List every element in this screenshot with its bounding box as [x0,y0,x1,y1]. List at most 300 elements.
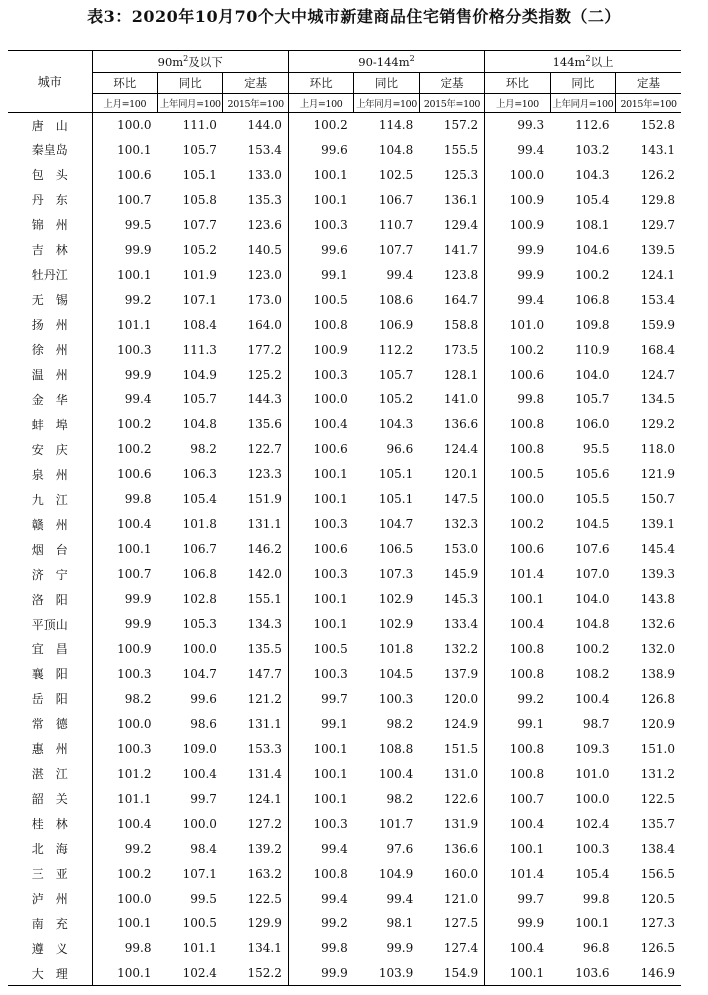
index-value: 100.3 [313,567,348,582]
index-value: 101.2 [117,766,152,781]
index-value: 144.3 [223,387,288,412]
index-value: 155.1 [223,587,288,612]
index-value: 100.1 [117,267,152,282]
index-value: 99.1 [517,716,545,731]
index-value: 147.5 [419,487,484,512]
index-value: 101.1 [117,317,152,332]
city-name: 宜 昌 [8,637,92,662]
index-value: 120.9 [640,716,675,731]
index-value: 101.9 [182,267,217,282]
index-value: 100.3 [117,741,152,756]
table-row [8,637,681,662]
index-value: 140.5 [223,237,288,262]
index-value: 95.5 [582,442,610,457]
city-name: 襄 阳 [8,661,92,686]
index-value: 104.0 [575,592,610,607]
index-value: 173.0 [223,287,288,312]
city-name: 洛 阳 [8,587,92,612]
index-value: 151.0 [640,741,675,756]
index-value: 118.0 [640,442,675,457]
index-value: 100.9 [509,217,545,232]
index-value: 99.4 [386,891,414,906]
index-value: 100.1 [313,492,348,507]
index-value: 106.8 [182,567,217,582]
index-value: 100.5 [313,292,348,307]
index-value: 100.0 [509,492,545,507]
index-value: 129.4 [419,212,484,237]
index-value: 110.7 [378,217,414,232]
index-value: 99.5 [124,217,152,232]
unit-header: 2015年=100 [223,94,288,113]
index-value: 109.3 [575,741,610,756]
index-value: 99.1 [321,267,348,282]
table-row [8,811,681,836]
index-value: 98.6 [190,716,217,731]
index-value: 135.6 [223,412,288,437]
index-value: 105.2 [378,392,414,407]
sub-header: 环比 [485,73,550,94]
index-value: 141.7 [419,237,484,262]
index-value: 135.3 [223,187,288,212]
unit-header: 上年同月=100 [157,94,222,113]
index-value: 100.4 [509,617,545,632]
index-value: 100.6 [117,467,152,482]
index-value: 99.9 [288,961,353,986]
index-value: 106.7 [182,542,217,557]
index-value: 99.9 [517,267,545,282]
index-value: 99.2 [124,841,152,856]
unit-header: 上年同月=100 [354,94,419,113]
index-value: 100.0 [575,791,610,806]
index-value: 100.1 [117,542,152,557]
index-value: 109.8 [575,317,610,332]
group-header-under-90: $90m^2$及以下 [92,51,288,73]
index-value: 120.0 [419,686,484,711]
index-value: 125.2 [223,362,288,387]
index-value: 132.6 [640,617,675,632]
index-value: 131.0 [419,761,484,786]
index-value: 160.0 [419,861,484,886]
index-value: 103.6 [550,961,615,986]
index-value: 153.4 [223,137,288,162]
table-row [8,362,681,387]
index-value: 100.3 [575,841,610,856]
index-value: 110.9 [575,342,610,357]
index-value: 134.5 [640,392,675,407]
index-value: 139.2 [223,836,288,861]
index-value: 100.4 [182,766,217,781]
index-value: 101.8 [378,641,414,656]
sub-header: 同比 [157,73,222,94]
index-value: 107.7 [378,242,414,257]
index-value: 101.1 [182,941,217,956]
index-value: 144.0 [223,113,288,138]
table-row [8,162,681,187]
table-row [8,861,681,886]
index-value: 99.7 [190,791,217,806]
table-row [8,337,681,362]
index-value: 105.4 [182,492,217,507]
index-value: 108.8 [378,741,414,756]
index-value: 100.1 [509,592,545,607]
index-value: 100.0 [509,167,545,182]
index-value: 102.4 [157,961,222,986]
index-value: 100.3 [378,691,414,706]
index-value: 105.4 [575,866,610,881]
city-name: 吉 林 [8,237,92,262]
index-value: 96.6 [386,442,414,457]
table-row [8,711,681,736]
index-value: 139.5 [640,242,675,257]
table-row [8,462,681,487]
index-value: 124.1 [223,786,288,811]
index-value: 100.2 [575,267,610,282]
unit-header: 2015年=100 [616,94,681,113]
index-value: 168.4 [640,342,675,357]
city-name: 无 锡 [8,287,92,312]
index-value: 139.1 [640,517,675,532]
index-value: 104.3 [575,167,610,182]
table-row [8,387,681,412]
table-row [8,137,681,162]
city-name: 金 华 [8,387,92,412]
index-value: 100.3 [313,517,348,532]
city-name: 蚌 埠 [8,412,92,437]
index-value: 104.7 [182,666,217,681]
index-value: 136.1 [419,187,484,212]
index-value: 101.8 [182,517,217,532]
table-row [8,312,681,337]
city-name: 丹 东 [8,187,92,212]
index-value: 105.8 [182,192,217,207]
city-name: 九 江 [8,487,92,512]
table-row [8,836,681,861]
index-value: 129.8 [640,192,675,207]
index-value: 137.9 [419,661,484,686]
index-value: 100.0 [313,392,348,407]
index-value: 104.5 [378,666,414,681]
index-value: 99.9 [124,592,152,607]
city-name: 平顶山 [8,612,92,637]
index-value: 146.2 [223,537,288,562]
index-value: 100.4 [575,691,610,706]
index-value: 124.7 [640,367,675,382]
index-value: 100.6 [313,442,348,457]
index-value: 100.0 [182,816,217,831]
index-value: 105.1 [182,167,217,182]
index-value: 100.8 [509,442,545,457]
index-value: 105.4 [575,192,610,207]
unit-header: 上月=100 [485,94,550,113]
index-value: 100.8 [509,417,545,432]
index-value: 106.9 [378,317,414,332]
city-name: 桂 林 [8,811,92,836]
table-row [8,113,681,138]
index-value: 100.1 [313,766,348,781]
index-value: 100.4 [509,941,545,956]
index-value: 173.5 [419,337,484,362]
index-value: 100.3 [117,342,152,357]
index-value: 109.0 [182,741,217,756]
city-name: 大 理 [8,961,92,986]
index-value: 99.9 [386,941,414,956]
index-value: 124.4 [419,437,484,462]
city-name: 岳 阳 [8,686,92,711]
table-row [8,587,681,612]
index-value: 98.2 [124,691,152,706]
index-value: 104.3 [378,417,414,432]
table-row [8,487,681,512]
index-value: 156.5 [640,866,675,881]
index-value: 139.3 [640,567,675,582]
index-value: 154.9 [419,961,484,986]
index-value: 100.1 [575,916,610,931]
index-value: 100.9 [313,342,348,357]
index-value: 105.7 [575,392,610,407]
index-value: 104.8 [575,617,610,632]
index-value: 108.4 [182,317,217,332]
index-value: 152.2 [223,961,288,986]
table-row [8,287,681,312]
index-value: 100.3 [313,816,348,831]
city-name: 安 庆 [8,437,92,462]
index-value: 98.2 [386,716,414,731]
index-value: 99.9 [124,617,152,632]
unit-header: 2015年=100 [419,94,484,113]
table-row [8,886,681,911]
city-name: 济 宁 [8,562,92,587]
index-value: 100.5 [313,641,348,656]
index-value: 105.7 [182,392,217,407]
index-value: 98.1 [386,916,414,931]
table-row [8,936,681,961]
index-value: 101.4 [509,567,545,582]
index-value: 100.3 [313,666,348,681]
index-value: 126.2 [640,167,675,182]
table-row [8,262,681,287]
index-value: 100.2 [509,342,545,357]
index-value: 100.2 [117,866,152,881]
index-value: 100.4 [378,766,414,781]
index-value: 123.0 [223,262,288,287]
index-value: 104.7 [378,517,414,532]
index-value: 138.4 [640,841,675,856]
index-value: 164.7 [419,287,484,312]
index-value: 142.0 [223,562,288,587]
sub-header: 定基 [616,73,681,94]
table-row [8,786,681,811]
index-value: 104.8 [182,417,217,432]
index-value: 105.7 [378,367,414,382]
index-value: 114.8 [378,118,414,133]
index-value: 102.8 [182,592,217,607]
index-value: 105.1 [378,492,414,507]
index-value: 151.5 [419,736,484,761]
index-value: 153.4 [640,292,675,307]
index-value: 98.2 [386,791,414,806]
table-row [8,187,681,212]
index-value: 131.1 [223,711,288,736]
index-value: 136.6 [419,412,484,437]
index-value: 103.9 [354,961,419,986]
index-value: 132.0 [640,641,675,656]
index-value: 100.5 [509,467,545,482]
index-value: 112.6 [575,118,610,133]
index-value: 145.3 [419,587,484,612]
index-value: 104.5 [575,517,610,532]
index-value: 121.2 [223,686,288,711]
index-value: 124.1 [640,267,675,282]
index-value: 100.3 [313,217,348,232]
index-value: 98.7 [582,716,610,731]
index-value: 163.2 [223,861,288,886]
index-value: 143.8 [640,592,675,607]
price-index-table [8,50,681,986]
index-value: 106.7 [378,192,414,207]
index-value: 123.6 [223,212,288,237]
index-value: 103.2 [575,142,610,157]
index-value: 127.4 [419,936,484,961]
index-value: 100.8 [313,317,348,332]
index-value: 122.5 [223,886,288,911]
index-value: 104.9 [378,866,414,881]
city-name: 唐 山 [8,113,92,138]
index-value: 100.7 [117,567,152,582]
index-value: 99.7 [517,891,545,906]
index-value: 108.1 [575,217,610,232]
index-value: 100.0 [117,716,152,731]
index-value: 99.8 [124,941,152,956]
index-value: 127.3 [640,916,675,931]
city-name: 泉 州 [8,462,92,487]
index-value: 101.7 [378,816,414,831]
index-value: 100.1 [509,841,545,856]
city-name: 南 充 [8,911,92,936]
index-value: 133.4 [419,612,484,637]
index-value: 99.9 [517,242,545,257]
index-value: 120.1 [419,462,484,487]
index-value: 108.6 [378,292,414,307]
index-value: 101.0 [575,766,610,781]
index-value: 100.1 [117,142,152,157]
index-value: 100.1 [92,961,157,986]
index-value: 135.5 [223,637,288,662]
index-value: 159.9 [640,317,675,332]
index-value: 146.9 [616,961,681,986]
city-name: 包 头 [8,162,92,187]
table-title: 表3：2020年10月70个大中城市新建商品住宅销售价格分类指数（二） [87,7,621,26]
index-value: 100.2 [117,442,152,457]
index-value: 100.6 [313,542,348,557]
index-value: 100.7 [117,192,152,207]
index-value: 99.4 [321,841,348,856]
unit-header: 上年同月=100 [550,94,615,113]
index-value: 100.9 [509,192,545,207]
index-value: 132.2 [419,637,484,662]
index-value: 100.0 [182,641,217,656]
index-value: 98.2 [190,442,217,457]
index-value: 138.9 [640,666,675,681]
table-row [8,237,681,262]
index-value: 100.1 [117,916,152,931]
table-row [8,761,681,786]
index-value: 96.8 [582,941,610,956]
index-value: 104.0 [575,367,610,382]
unit-header: 上月=100 [92,94,157,113]
index-value: 105.7 [182,142,217,157]
index-value: 99.6 [321,142,348,157]
city-name: 三 亚 [8,861,92,886]
index-value: 100.6 [117,167,152,182]
index-value: 105.3 [182,617,217,632]
sub-header: 同比 [354,73,419,94]
index-value: 99.8 [517,392,545,407]
index-value: 131.9 [419,811,484,836]
index-value: 122.7 [223,437,288,462]
index-value: 105.2 [182,242,217,257]
index-value: 100.6 [509,367,545,382]
index-value: 99.4 [124,392,152,407]
index-value: 134.3 [223,612,288,637]
index-value: 150.7 [640,492,675,507]
index-value: 99.8 [582,891,610,906]
index-value: 100.2 [575,641,610,656]
index-value: 99.9 [124,242,152,257]
unit-header: 上月=100 [288,94,353,113]
table-row [8,537,681,562]
sub-header: 定基 [223,73,288,94]
city-column-header: 城市 [8,51,92,113]
index-value: 100.2 [313,118,348,133]
index-value: 151.9 [223,487,288,512]
index-value: 143.1 [640,142,675,157]
city-name: 温 州 [8,362,92,387]
index-value: 121.0 [419,886,484,911]
index-value: 126.5 [640,941,675,956]
index-value: 141.0 [419,387,484,412]
index-value: 100.1 [313,617,348,632]
city-name: 赣 州 [8,512,92,537]
index-value: 107.1 [182,866,217,881]
index-value: 101.4 [509,866,545,881]
sub-header: 同比 [550,73,615,94]
index-value: 102.9 [378,617,414,632]
index-value: 100.8 [509,641,545,656]
index-value: 100.6 [509,542,545,557]
index-value: 99.7 [321,691,348,706]
index-value: 100.0 [117,118,152,133]
index-value: 107.0 [575,567,610,582]
index-value: 104.8 [378,142,414,157]
table-row [8,661,681,686]
index-value: 100.7 [509,791,545,806]
index-value: 145.4 [640,542,675,557]
index-value: 128.1 [419,362,484,387]
table-row [8,562,681,587]
index-value: 99.3 [517,118,545,133]
index-value: 153.0 [419,537,484,562]
index-value: 127.5 [419,911,484,936]
index-value: 131.2 [640,766,675,781]
city-name: 常 德 [8,711,92,736]
sub-header: 定基 [419,73,484,94]
index-value: 120.5 [640,891,675,906]
city-name: 惠 州 [8,736,92,761]
index-value: 157.2 [419,113,484,138]
city-name: 徐 州 [8,337,92,362]
index-value: 99.1 [321,716,348,731]
index-value: 100.3 [313,367,348,382]
